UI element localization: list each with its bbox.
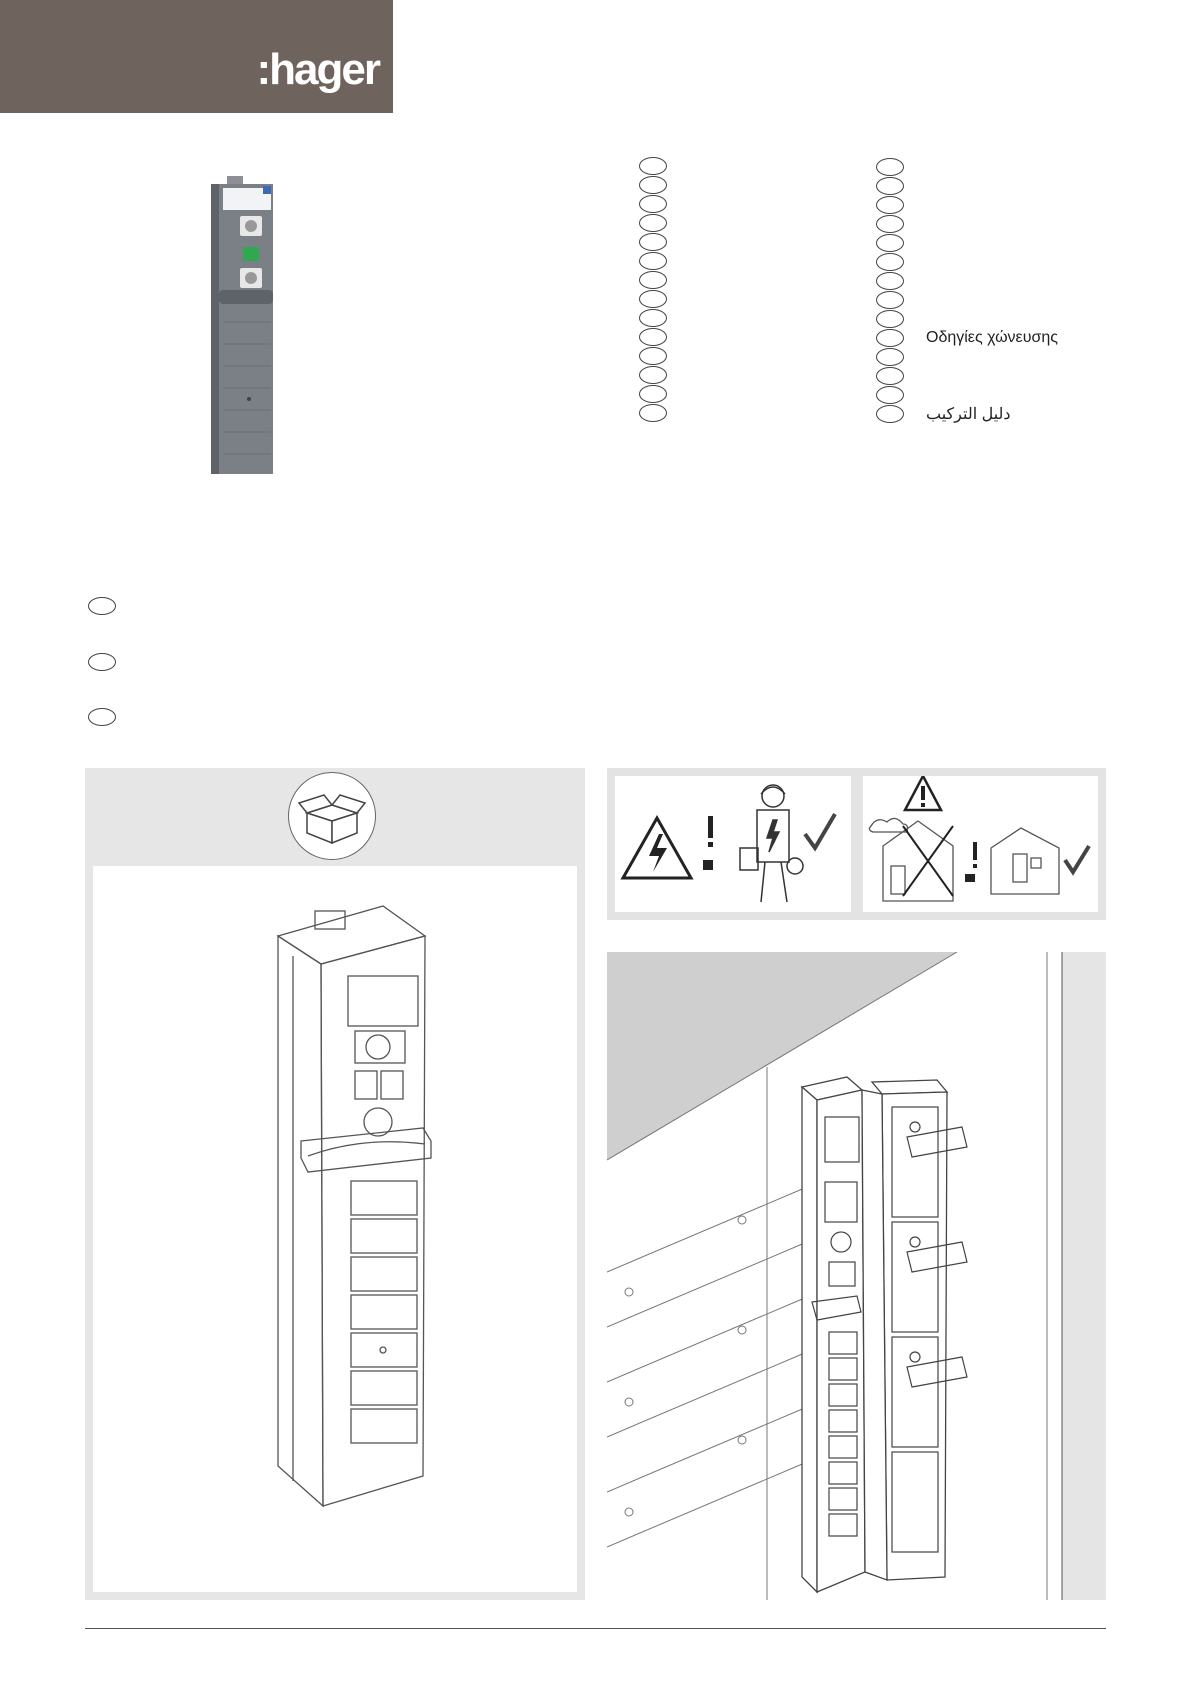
footer-rule	[85, 1628, 1106, 1629]
electrician-warning	[615, 776, 851, 912]
language-list-right	[876, 157, 1058, 423]
package-contents-drawing	[93, 866, 577, 1592]
product-photo	[205, 172, 285, 477]
language-label-greek: Οδηγίες χώνευσης	[926, 328, 1058, 346]
language-oval	[88, 597, 116, 615]
language-list-left	[639, 157, 667, 423]
hager-logo: :hager	[256, 45, 379, 94]
open-box-icon	[288, 772, 376, 860]
language-label-arabic: دليل التركيب	[926, 405, 1011, 423]
installation-scene-drawing	[607, 952, 1106, 1600]
indoor-use-warning	[863, 776, 1098, 912]
language-oval	[88, 653, 116, 671]
header-brand-block	[0, 0, 393, 113]
language-oval	[88, 708, 116, 726]
electric-hazard-icon	[623, 818, 691, 878]
qualified-electrician-icon	[740, 785, 803, 902]
general-warning-icon	[905, 776, 941, 810]
